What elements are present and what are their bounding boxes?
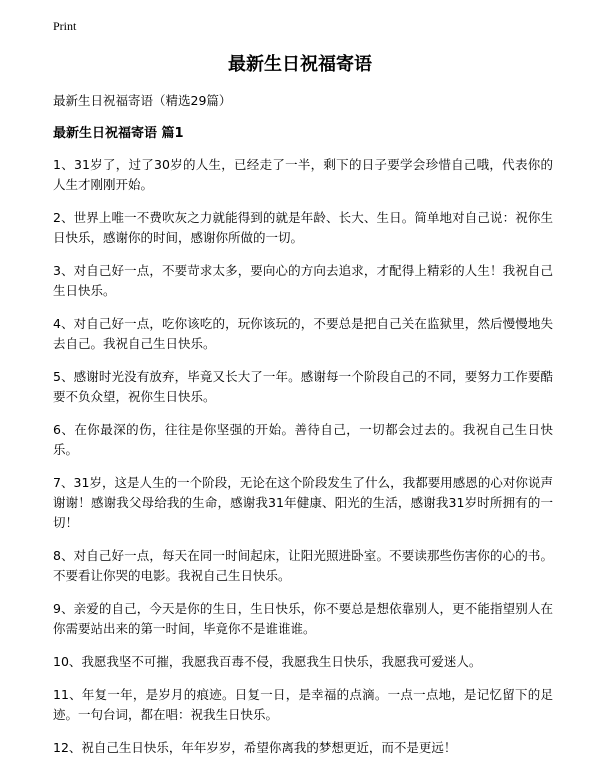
print-label[interactable]: Print (53, 19, 77, 33)
document-subtitle: 最新生日祝福寄语（精选29篇） (53, 93, 232, 108)
paragraph-10: 10、我愿我坚不可摧，我愿我百毒不侵，我愿我生日快乐，我愿我可爱迷人。 (53, 654, 482, 669)
paragraph-1: 1、31岁了，过了30岁的人生，已经走了一半，剩下的日子要学会珍惜自己哦，代表你的人生才刚刚开始。 (53, 157, 553, 192)
document-title: 最新生日祝福寄语 (228, 54, 372, 75)
section-heading: 最新生日祝福寄语 篇1 (53, 126, 184, 141)
paragraph-2: 2、世界上唯一不费吹灰之力就能得到的就是年龄、长大、生日。简单地对自己说：祝你生日快乐，感谢你的时间，感谢你所做的一切。 (53, 210, 553, 245)
paragraph-8: 8、对自己好一点，每天在同一时间起床，让阳光照进卧室。不要读那些伤害你的心的书。不要看让你哭的电影。我祝自己生日快乐。 (53, 548, 553, 583)
paragraph-4: 4、对自己好一点，吃你该吃的，玩你该玩的，不要总是把自己关在监狱里，然后慢慢地失去自己。我祝自己生日快乐。 (53, 316, 553, 351)
paragraph-12: 12、祝自己生日快乐，年年岁岁，希望你离我的梦想更近，而不是更远！ (53, 740, 457, 755)
paragraph-6: 6、在你最深的伤，往往是你坚强的开始。善待自己，一切都会过去的。我祝自己生日快乐。 (53, 422, 553, 457)
blessing-list (53, 155, 553, 771)
paragraph-11: 11、年复一年，是岁月的痕迹。日复一日，是幸福的点滴。一点一点地，是记忆留下的足迹。一句台词，都在唱：祝我生日快乐。 (53, 687, 553, 722)
paragraph-9: 9、亲爱的自己，今天是你的生日，生日快乐，你不要总是想依靠别人，更不能指望别人在你需要站出来的第一时间，毕竟你不是谁谁谁。 (53, 601, 553, 636)
paragraph-5: 5、感谢时光没有放弃，毕竟又长大了一年。感谢每一个阶段自己的不同，要努力工作要酷要不负众望，祝你生日快乐。 (53, 369, 553, 404)
paragraph-7: 7、31岁，这是人生的一个阶段，无论在这个阶段发生了什么，我都要用感恩的心对你说声谢谢！感谢我父母给我的生命，感谢我31年健康、阳光的生活，感谢我31岁时所拥有的一切！ (53, 475, 553, 530)
paragraph-3: 3、对自己好一点，不要苛求太多，要向心的方向去追求，才配得上精彩的人生！我祝自己生日快乐。 (53, 263, 553, 298)
